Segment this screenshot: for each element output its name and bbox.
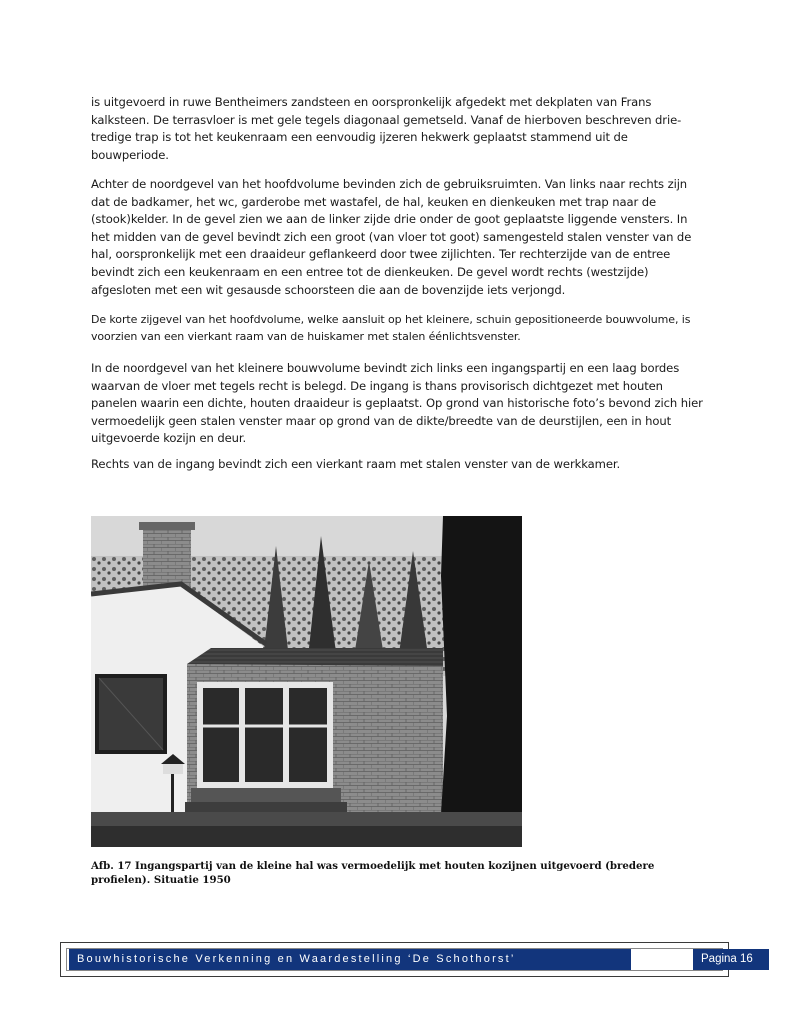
historic-house-photo-icon: [91, 516, 522, 847]
figure-caption: Afb. 17 Ingangspartij van de kleine hal was vermoedelijk met houten kozijnen uitgevoerd (bredere profielen). Situatie 1950: [91, 860, 655, 886]
page-footer: [60, 942, 753, 977]
historic-photo: [91, 516, 522, 847]
paragraph-study-window: [91, 456, 703, 474]
paragraph-text: De korte zijgevel van het hoofdvolume, welke aansluit op het kleinere, schuin gepositioneerde bouwvolume, is voorzien van een vierkant raam van de huiskamer met stalen éénlichtsvenster.: [91, 313, 691, 343]
paragraph-small-volume: [91, 360, 703, 448]
paragraph-text: Achter de noordgevel van het hoofdvolume bevinden zich de gebruiksruimten. Van links naar rechts zijn dat de badkamer, het wc, garderobe met wastafel, de hal, keuken en dienkeuken met trap naar de (stook)kelder. In de gevel zien we aan de linker zijde drie onder de goot geplaatste liggende vensters. In het midden van de gevel bevindt zich een groot (van vloer tot goot) samengesteld stalen venster van de hal, oorspronkelijk met een draaideur geflankeerd door twee zijlichten. Ter rechterzijde van de entree bevindt zich een keukenraam en een entree tot de dienkeuken. De gevel wordt rechts (westzijde) afgesloten met een wit gesausde schoorsteen die aan de bovenzijde iets verjongd.: [91, 177, 692, 297]
footer-page-number: Pagina 16: [693, 949, 769, 970]
footer-document-title: Bouwhistorische Verkenning en Waardestelling ‘De Schothorst’: [69, 949, 631, 970]
paragraph-text: is uitgevoerd in ruwe Bentheimers zandsteen en oorspronkelijk afgedekt met dekplaten van Frans kalksteen. De terrasvloer is met gele tegels diagonaal gemetseld. Vanaf de hierboven beschreven drie-tredige trap is tot het keukenraam een eenvoudig ijzeren hekwerk geplaatst stammend uit de bouwperiode.: [91, 95, 682, 162]
paragraph-terrace: [91, 94, 703, 164]
paragraph-side-facade: [91, 311, 703, 345]
paragraph-north-facade: [91, 176, 703, 299]
paragraph-text: Rechts van de ingang bevindt zich een vierkant raam met stalen venster van de werkkamer.: [91, 457, 621, 471]
paragraph-text: In de noordgevel van het kleinere bouwvolume bevindt zich links een ingangspartij en een laag bordes waarvan de vloer met tegels recht is belegd. De ingang is thans provisorisch dichtgezet met houten panelen waarin een dichte, houten draaideur is geplaatst. Op grond van historische foto’s bevond zich hier vermoedelijk geen stalen venster maar op grond van de dikte/breedte van de deurstijlen, een in hout uitgevoerde kozijn en deur.: [91, 361, 703, 446]
